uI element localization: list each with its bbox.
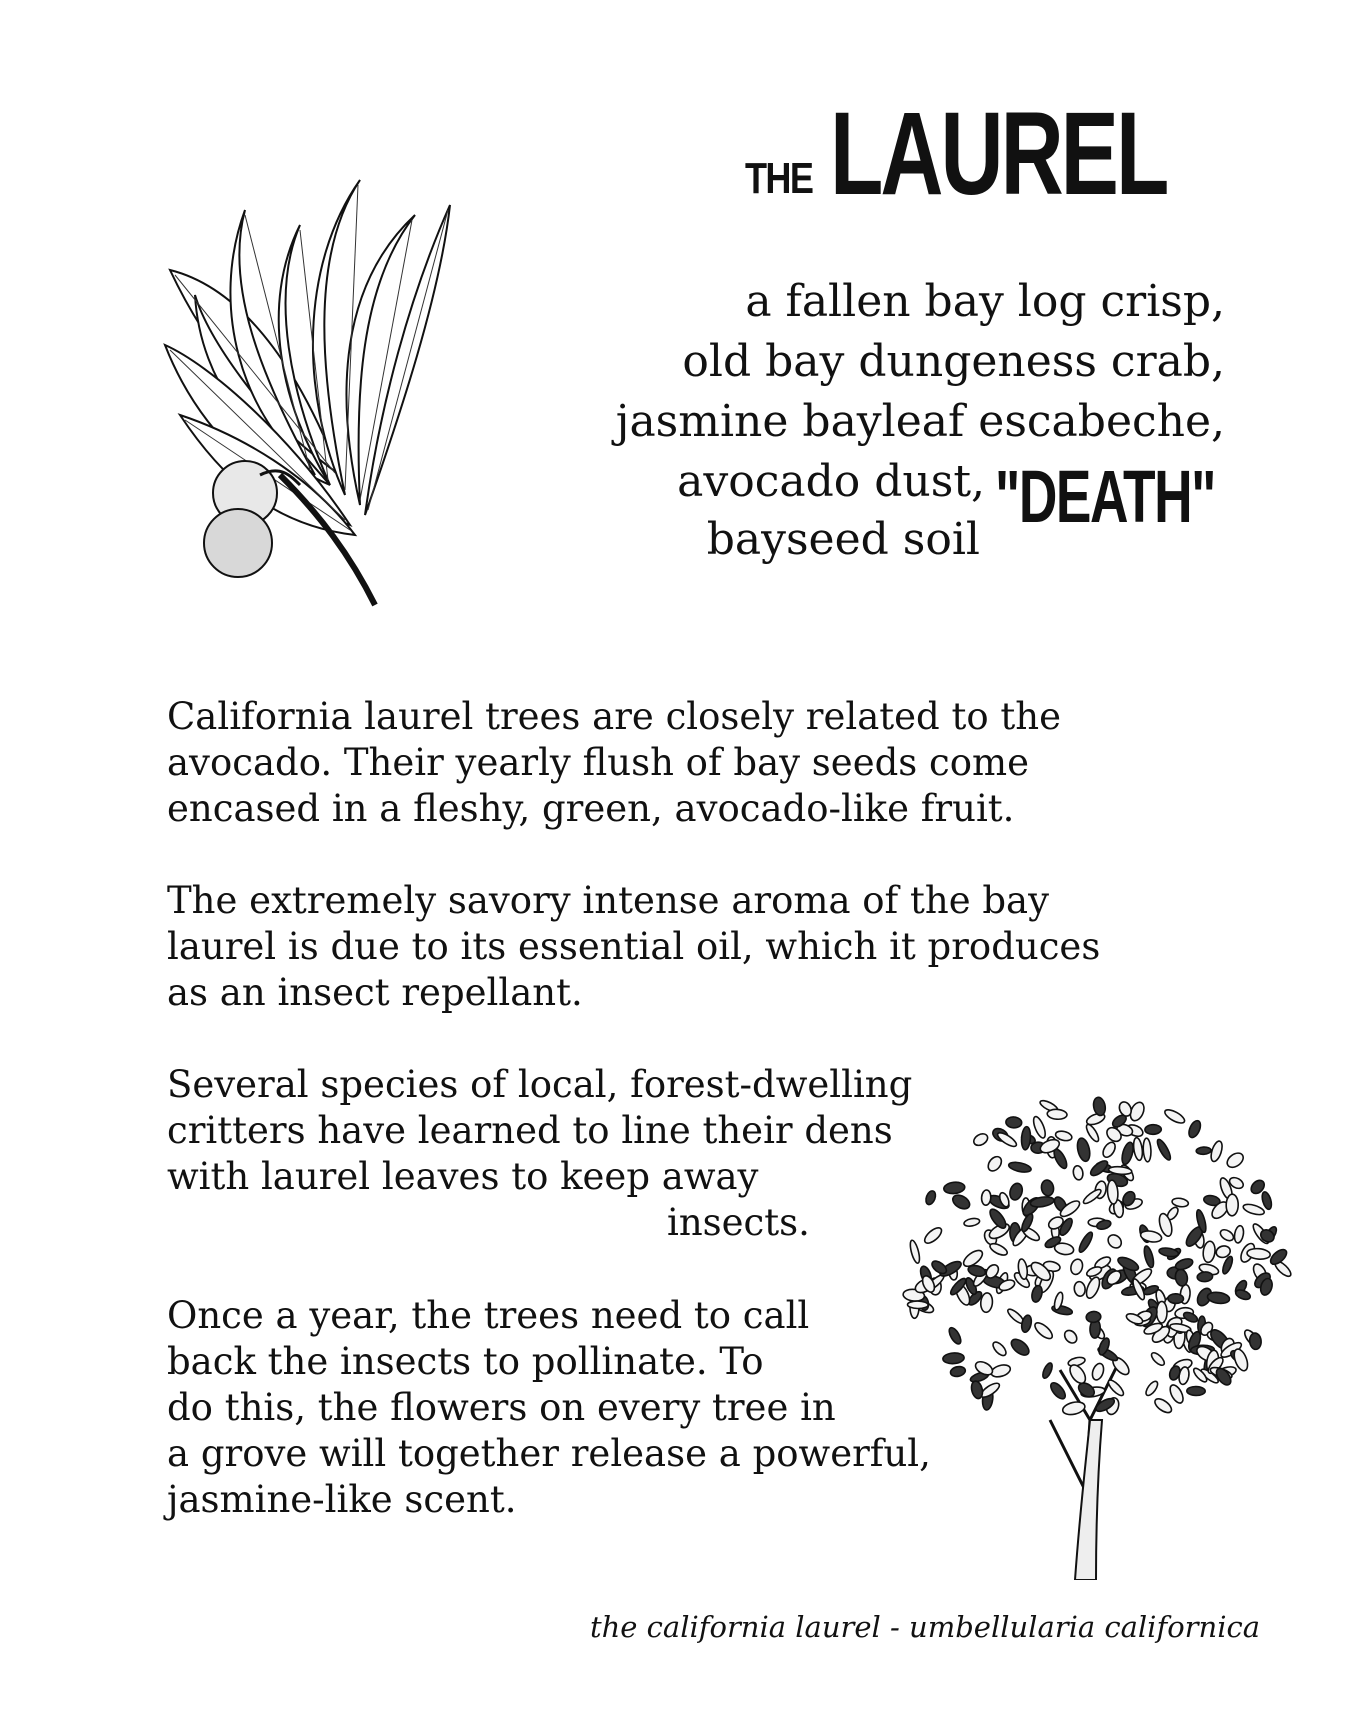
paragraph-line: Several species of local, forest-dwelling xyxy=(167,1063,913,1106)
paragraph-line: laurel is due to its essential oil, which it produces xyxy=(167,925,1101,968)
menu-item: old bay dungeness crab, xyxy=(682,336,1225,387)
paragraph-2 xyxy=(167,878,1100,1016)
menu-item: avocado dust, xyxy=(677,456,985,507)
paragraph-line: insects. xyxy=(667,1201,810,1244)
paragraph-line: Once a year, the trees need to call xyxy=(167,1294,810,1337)
menu-item: a fallen bay log crisp, xyxy=(745,276,1225,327)
title-main: LAUREL xyxy=(830,88,1167,220)
caption: the california laurel - umbellularia californica xyxy=(589,1610,1260,1644)
paragraph-line: jasmine-like scent. xyxy=(167,1478,517,1521)
paragraph-1 xyxy=(167,694,1061,832)
paragraph-line: critters have learned to line their dens xyxy=(167,1109,893,1152)
paragraph-line: The extremely savory intense aroma of the bay xyxy=(167,879,1050,922)
paragraph-line: California laurel trees are closely related to the xyxy=(167,695,1061,738)
paragraph-4 xyxy=(167,1293,931,1523)
paragraph-line: encased in a fleshy, green, avocado-like fruit. xyxy=(167,787,1015,830)
paragraph-line: a grove will together release a powerful, xyxy=(167,1432,931,1475)
laurel-tree-icon xyxy=(880,1090,1310,1580)
paragraph-line: do this, the flowers on every tree in xyxy=(167,1386,836,1429)
menu-item: bayseed soil xyxy=(706,514,980,565)
paragraph-line: back the insects to pollinate. To xyxy=(167,1340,764,1383)
page-title xyxy=(745,88,1215,220)
paragraph-line: avocado. Their yearly flush of bay seeds come xyxy=(167,741,1030,784)
paragraph-line: as an insect repellant. xyxy=(167,971,583,1014)
laurel-branch-icon xyxy=(150,175,490,625)
title-prefix: THE xyxy=(745,154,813,203)
paragraph-3 xyxy=(167,1062,912,1246)
menu-item: jasmine bayleaf escabeche, xyxy=(615,396,1225,447)
paragraph-line: with laurel leaves to keep away xyxy=(167,1155,759,1198)
menu-highlight: "DEATH" xyxy=(995,455,1216,538)
